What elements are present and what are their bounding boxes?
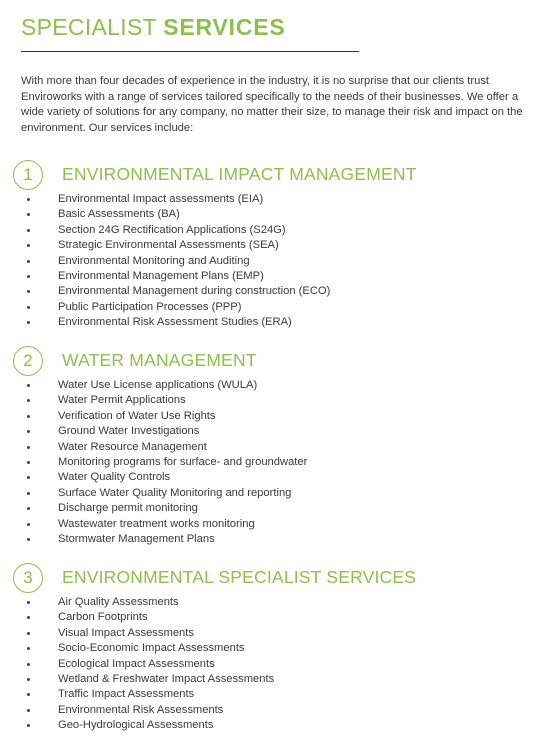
list-item: Environmental Risk Assessment Studies (ERA): [0, 315, 543, 330]
list-item: Carbon Footprints: [0, 610, 543, 625]
section-title: ENVIRONMENTAL SPECIALIST SERVICES: [62, 567, 417, 587]
list-item: Monitoring programs for surface- and groundwater: [0, 455, 543, 470]
section-number-badge: 2: [13, 346, 43, 376]
section-environmental-specialist: [0, 563, 543, 734]
list-item: Water Resource Management: [0, 440, 543, 455]
section-number-badge: 3: [13, 563, 43, 593]
list-item: Stormwater Management Plans: [0, 532, 543, 547]
service-list: [0, 595, 543, 734]
list-item: Ground Water Investigations: [0, 424, 543, 439]
section-number-badge: 1: [13, 160, 43, 190]
list-item: Environmental Management during construction (ECO): [0, 284, 543, 299]
title-light: SPECIALIST: [21, 14, 157, 40]
intro-paragraph: With more than four decades of experience in the industry, it is no surprise that our clients trust Enviroworks with a range of services tailored specifically to the needs of their businesses. We offer a wide variety of solutions for any company, no matter their size, to manage their risk and impact on the environment. Our services include:: [21, 75, 523, 134]
title-divider: [21, 51, 359, 52]
section-header: [0, 563, 543, 593]
list-item: Water Use License applications (WULA): [0, 378, 543, 393]
section-water-management: [0, 346, 543, 547]
list-item: Ecological Impact Assessments: [0, 657, 543, 672]
list-item: Traffic Impact Assessments: [0, 687, 543, 702]
list-item: Socio-Economic Impact Assessments: [0, 641, 543, 656]
list-item: Discharge permit monitoring: [0, 501, 543, 516]
list-item: Environmental Risk Assessments: [0, 703, 543, 718]
page-title: [21, 14, 286, 41]
title-bold: SERVICES: [163, 14, 286, 40]
list-item: Geo-Hydrological Assessments: [0, 718, 543, 733]
list-item: Water Quality Controls: [0, 470, 543, 485]
list-item: Air Quality Assessments: [0, 595, 543, 610]
list-item: Strategic Environmental Assessments (SEA): [0, 238, 543, 253]
service-list: [0, 192, 543, 331]
list-item: Environmental Monitoring and Auditing: [0, 254, 543, 269]
list-item: Section 24G Rectification Applications (S24G): [0, 223, 543, 238]
section-environmental-impact: [0, 160, 543, 331]
section-title: ENVIRONMENTAL IMPACT MANAGEMENT: [62, 164, 417, 184]
list-item: Verification of Water Use Rights: [0, 409, 543, 424]
list-item: Basic Assessments (BA): [0, 207, 543, 222]
list-item: Environmental Management Plans (EMP): [0, 269, 543, 284]
list-item: Visual Impact Assessments: [0, 626, 543, 641]
section-header: [0, 160, 543, 190]
section-header: [0, 346, 543, 376]
list-item: Wetland & Freshwater Impact Assessments: [0, 672, 543, 687]
section-title: WATER MANAGEMENT: [62, 350, 257, 370]
service-list: [0, 378, 543, 547]
list-item: Surface Water Quality Monitoring and reporting: [0, 486, 543, 501]
list-item: Water Permit Applications: [0, 393, 543, 408]
list-item: Environmental Impact assessments (EIA): [0, 192, 543, 207]
list-item: Public Participation Processes (PPP): [0, 300, 543, 315]
list-item: Wastewater treatment works monitoring: [0, 517, 543, 532]
